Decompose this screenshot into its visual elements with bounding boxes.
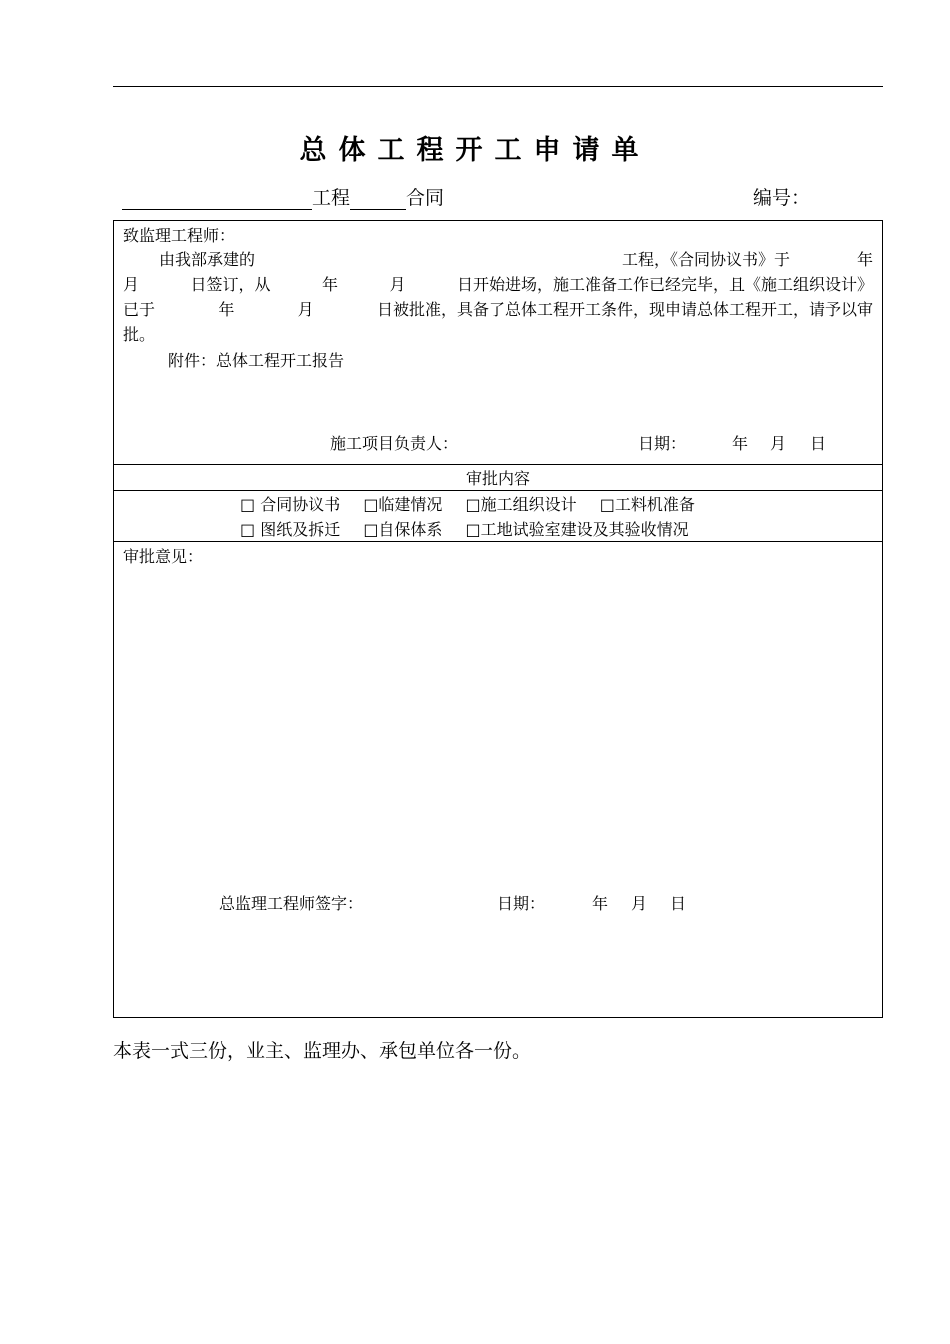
opinion-date-year: 年 — [592, 894, 609, 913]
body-line-4: 批。 — [123, 325, 156, 344]
project-name-blank[interactable] — [122, 187, 312, 210]
check-temporary-works[interactable]: □临建情况 — [363, 495, 443, 514]
divider-1 — [114, 464, 882, 465]
check-construction-plan[interactable]: □施工组织设计 — [465, 495, 577, 514]
application-body — [123, 247, 873, 347]
serial-number-label: 编号： — [753, 187, 811, 209]
project-label: 工程 — [312, 187, 351, 209]
approval-heading: 审批内容 — [465, 469, 530, 488]
applicant-date-label: 日期： — [638, 434, 687, 453]
checklist-row-1 — [240, 495, 695, 515]
top-rule — [113, 86, 883, 87]
body-line-1: 由我部承建的 工程，《合同协议书》于 年 — [159, 250, 873, 269]
footer-note: 本表一式三份，业主、监理办、承包单位各一份。 — [113, 1040, 532, 1062]
body-line-2: 月 日签订，从 年 月 日开始进场，施工准备工作已经完毕，且《施工组织设计》 — [123, 275, 873, 294]
attachment-note: 附件：总体工程开工报告 — [168, 351, 345, 370]
opinion-date-month: 月 — [631, 894, 648, 913]
opinion-date-label: 日期： — [497, 894, 546, 913]
page-title: 总体工程开工申请单 — [299, 135, 651, 166]
check-drawings-relocation[interactable]: □ 图纸及拆迁 — [240, 520, 341, 539]
divider-2 — [114, 490, 882, 491]
check-materials-readiness[interactable]: □工料机准备 — [599, 495, 695, 514]
header-line — [113, 183, 883, 213]
opinion-date-day: 日 — [670, 894, 687, 913]
body-line-3: 已于 年 月 日被批准，具备了总体工程开工条件，现申请总体工程开工，请予以审 — [123, 300, 873, 319]
contract-label: 合同 — [406, 187, 445, 209]
check-contract-agreement[interactable]: □ 合同协议书 — [240, 495, 341, 514]
applicant-date-month: 月 — [770, 434, 787, 453]
addressee: 致监理工程师： — [123, 226, 236, 245]
applicant-date-day: 日 — [810, 434, 827, 453]
applicant-signer-label: 施工项目负责人： — [330, 434, 459, 453]
check-site-lab[interactable]: □工地试验室建设及其验收情况 — [465, 520, 689, 539]
chief-engineer-signature-label: 总监理工程师签字： — [219, 894, 364, 913]
form-table — [113, 220, 883, 1018]
applicant-date-year: 年 — [732, 434, 749, 453]
divider-3 — [114, 541, 882, 542]
contract-name-blank[interactable] — [350, 187, 406, 210]
checklist-row-2 — [240, 520, 689, 540]
check-quality-system[interactable]: □自保体系 — [363, 520, 443, 539]
opinion-label: 审批意见： — [123, 547, 204, 566]
